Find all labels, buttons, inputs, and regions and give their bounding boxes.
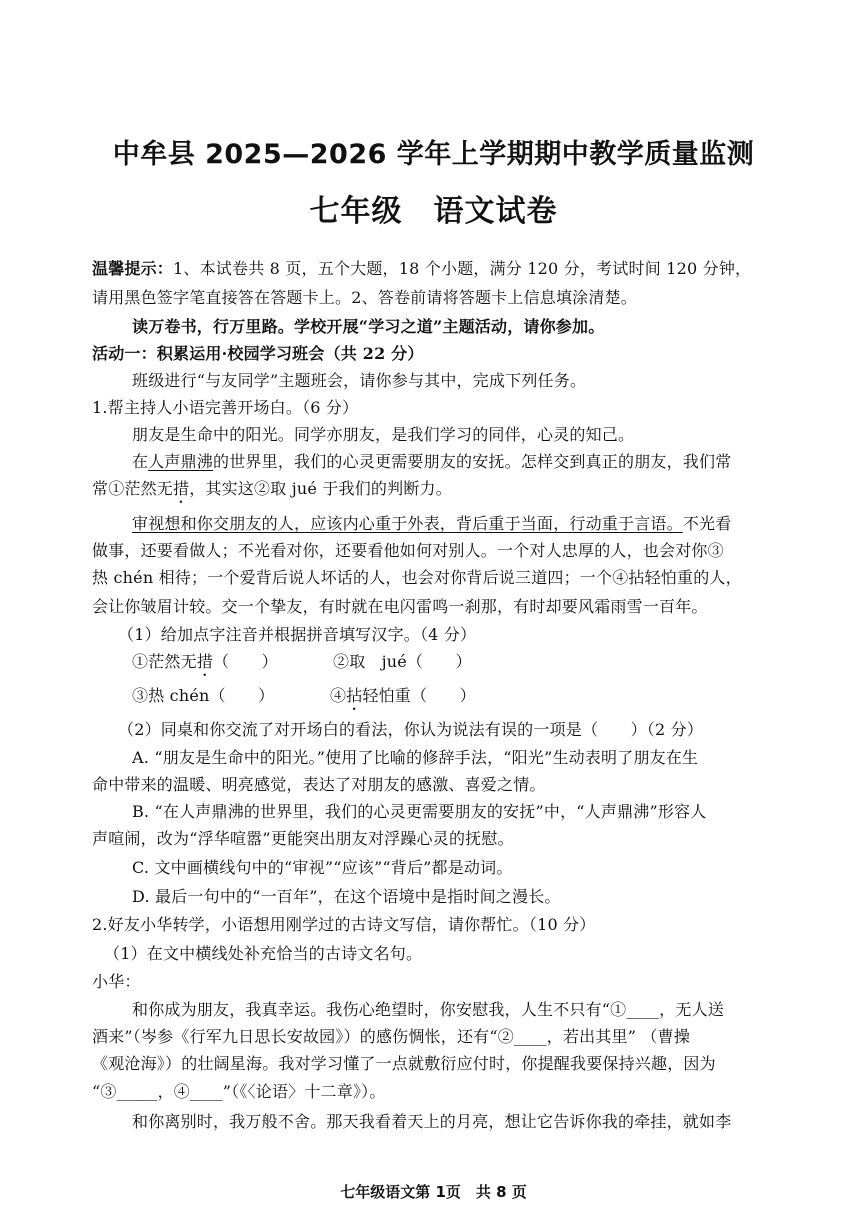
letter-line-2: 酒来”（岑参《行军九日思长安故园》）的感伤惆怅，还有“②____，若出其里” （曹操 bbox=[92, 1027, 691, 1046]
tips-text-1: 1、本试卷共 8 页，五个大题，18 个小题，满分 120 分，考试时间 120 分钟， bbox=[173, 259, 752, 278]
q1-sub2: （2）同桌和你交流了对开场白的看法，你认为说法有误的一项是（ ）（2 分） bbox=[118, 720, 704, 739]
q1-p4-end: 不光看 bbox=[682, 514, 732, 533]
theme-line: 读万卷书，行万里路。学校开展“学习之道”主题活动，请你参加。 bbox=[132, 317, 605, 336]
activity1-title: 活动一：积累运用·校园学习班会（共 22 分） bbox=[92, 344, 424, 363]
q1-para-line-1: 朋友是生命中的阳光。同学亦朋友，是我们学习的同伴，心灵的知己。 bbox=[132, 425, 635, 444]
dotted-char: 拈 bbox=[346, 686, 363, 705]
q2-title: 2.好友小华转学，小语想用刚学过的古诗文写信，请你帮忙。（10 分） bbox=[92, 915, 596, 934]
choice-b-line-2: 声喧闹，改为“浮华喧嚣”更能突出朋友对浮躁心灵的抚慰。 bbox=[92, 829, 514, 848]
q1-option-2: ②取 jué（ ） bbox=[333, 652, 472, 671]
letter-salutation: 小华： bbox=[92, 972, 141, 991]
tips-line-2: 请用黑色签字笔直接答在答题卡上。2、答卷前请将答题卡上信息填涂清楚。 bbox=[92, 288, 637, 307]
q1-para-line-6: 热 chén 相待；一个爱背后说人坏话的人，也会对你背后说三道四；一个④拈轻怕重的人， bbox=[92, 568, 742, 587]
opt4-num: ④ bbox=[330, 686, 347, 705]
choice-a-line-2: 命中带来的温暖、明亮感觉，表达了对朋友的感激、喜爱之情。 bbox=[92, 775, 546, 794]
dotted-char: 措 bbox=[196, 652, 214, 671]
q1-sub1: （1）给加点字注音并根据拼音填写汉字。（4 分） bbox=[118, 625, 477, 644]
q1-p2-start: 在 bbox=[132, 452, 149, 471]
q1-title: 1.帮主持人小语完善开场白。（6 分） bbox=[92, 398, 359, 417]
q1-option-1 bbox=[132, 652, 278, 680]
tips-line-1 bbox=[92, 259, 751, 279]
letter-line-4: “③_____，④____”（《〈论语〉十二章》）。 bbox=[92, 1082, 386, 1101]
q2-sub1: （1）在文中横线处补充恰当的古诗文名句。 bbox=[104, 944, 423, 963]
q1-p2-end: 的世界里，我们的心灵更需要朋友的安抚。怎样交到真正的朋友，我们常 bbox=[213, 452, 732, 471]
activity1-intro: 班级进行“与友同学”主题班会，请你参与其中，完成下列任务。 bbox=[132, 371, 587, 390]
letter-line-1: 和你成为朋友，我真幸运。我伤心绝望时，你安慰我，人生不只有“①____，无人送 bbox=[132, 1000, 724, 1019]
opt4-text: 轻怕重（ ） bbox=[362, 686, 476, 705]
opt1-blank: （ ） bbox=[213, 652, 278, 671]
q1-para-line-2 bbox=[132, 452, 731, 472]
letter-line-3: 《观沧海》）的壮阔星海。我对学习懂了一点就敷衍应付时，你提醒我要保持兴趣，因为 bbox=[92, 1054, 716, 1073]
tips-label: 温馨提示： bbox=[92, 259, 174, 278]
exam-title: 中牟县 2025—2026 学年上学期期中教学质量监测 bbox=[112, 139, 755, 170]
underlined-idiom: 人声鼎沸 bbox=[148, 452, 214, 471]
page-footer: 七年级语文第 1页 共 8 页 bbox=[340, 1183, 527, 1201]
choice-a-line-1: A. “朋友是生命中的阳光。”使用了比喻的修辞手法，“阳光”生动表明了朋友在生 bbox=[132, 748, 699, 767]
q1-para-line-3 bbox=[92, 479, 452, 507]
opt1-text: ①茫然无 bbox=[132, 652, 197, 671]
letter-line-5: 和你离别时，我万般不舍。那天我看着天上的月亮，想让它告诉你我的牵挂，就如李 bbox=[132, 1112, 732, 1131]
choice-d: D. 最后一句中的“一百年”，在这个语境中是指时间之漫长。 bbox=[132, 887, 561, 906]
dotted-char: 措 bbox=[173, 479, 190, 498]
choice-b-line-1: B. “在人声鼎沸的世界里，我们的心灵更需要朋友的安抚”中，“人声鼎沸”形容人 bbox=[132, 802, 707, 821]
q1-p3-start: 常①茫然无 bbox=[92, 479, 174, 498]
q1-option-4 bbox=[330, 686, 476, 714]
underlined-sentence: 审视想和你交朋友的人，应该内心重于外表，背后重于当面，行动重于言语。 bbox=[132, 514, 683, 533]
q1-option-3: ③热 chén（ ） bbox=[132, 686, 275, 705]
exam-subtitle: 七年级 语文试卷 bbox=[309, 194, 558, 229]
choice-c: C. 文中画横线句中的“审视”“应该”“背后”都是动词。 bbox=[132, 858, 513, 877]
q1-para-line-5: 做事，还要看做人；不光看对你，还要看他如何对别人。一个对人忠厚的人，也会对你③ bbox=[92, 541, 724, 560]
q1-para-line-7: 会让你皱眉计较。交一个挚友，有时就在电闪雷鸣一刹那，有时却要风霜雨雪一百年。 bbox=[92, 597, 708, 616]
q1-p3-end: ，其实这②取 jué 于我们的判断力。 bbox=[189, 479, 452, 498]
q1-para-line-4 bbox=[132, 514, 731, 534]
